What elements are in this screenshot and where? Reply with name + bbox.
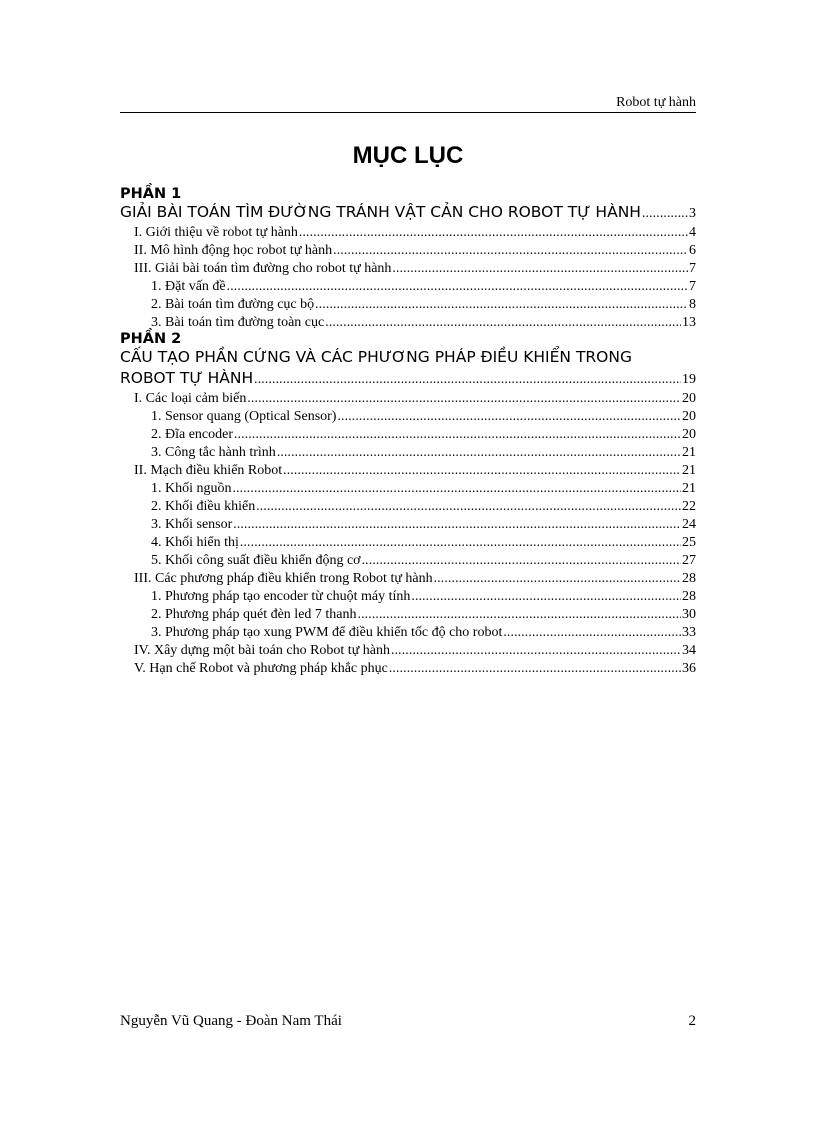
dot-leader <box>391 641 681 659</box>
table-of-contents <box>120 186 696 677</box>
page-number: 28 <box>682 589 696 604</box>
page-number: 19 <box>682 372 696 387</box>
dot-leader <box>254 368 681 389</box>
toc-part-heading[interactable] <box>120 368 696 389</box>
toc-entry-text: III. Giải bài toán tìm đường cho robot tự hành <box>134 261 392 276</box>
page-number: 20 <box>682 391 696 406</box>
dot-leader <box>233 479 682 497</box>
page-number: 8 <box>689 297 696 312</box>
toc-subentry[interactable] <box>120 407 696 425</box>
page-number: 6 <box>689 243 696 258</box>
toc-part-heading[interactable] <box>120 202 696 223</box>
dot-leader <box>277 443 681 461</box>
page-number: 25 <box>682 535 696 550</box>
dot-leader <box>256 497 681 515</box>
toc-entry-text: 3. Khối sensor <box>151 517 233 532</box>
dot-leader <box>233 515 681 533</box>
toc-entry-text: 1. Khối nguồn <box>151 481 232 496</box>
part-title: ROBOT TỰ HÀNH <box>120 369 254 387</box>
part-title: CẤU TẠO PHẦN CỨNG VÀ CÁC PHƯƠNG PHÁP ĐIỀU KHIỂN TRONG <box>120 348 632 366</box>
toc-entry-text: V. Hạn chế Robot và phương pháp khắc phục <box>134 661 388 676</box>
toc-subentry[interactable] <box>120 551 696 569</box>
page-number: 21 <box>682 445 696 460</box>
page-number: 27 <box>682 553 696 568</box>
dot-leader <box>503 623 681 641</box>
toc-subentry[interactable] <box>120 515 696 533</box>
dot-leader <box>333 241 688 259</box>
toc-entry-text: 5. Khối công suất điều khiển động cơ <box>151 553 361 568</box>
dot-leader <box>283 461 681 479</box>
page-number: 20 <box>682 409 696 424</box>
page-number: 20 <box>682 427 696 442</box>
toc-entry-text: 2. Đĩa encoder <box>151 427 234 442</box>
toc-entry-text: I. Giới thiệu về robot tự hành <box>134 225 298 240</box>
toc-entry-text: I. Các loại cảm biến <box>134 391 247 406</box>
toc-entry[interactable] <box>120 659 696 677</box>
dot-leader <box>411 587 681 605</box>
page-number: 24 <box>682 517 696 532</box>
toc-entry[interactable] <box>120 569 696 587</box>
dot-leader <box>337 407 681 425</box>
dot-leader <box>315 295 688 313</box>
dot-leader <box>362 551 681 569</box>
toc-subentry[interactable] <box>120 443 696 461</box>
toc-entry[interactable] <box>120 241 696 259</box>
dot-leader <box>227 277 688 295</box>
toc-subentry[interactable] <box>120 533 696 551</box>
toc-entry-text: 3. Phương pháp tạo xung PWM để điều khiển tốc độ cho robot <box>151 625 503 640</box>
page-number: 30 <box>682 607 696 622</box>
page-number: 28 <box>682 571 696 586</box>
dot-leader <box>389 659 681 677</box>
toc-entry[interactable] <box>120 389 696 407</box>
dot-leader <box>240 533 681 551</box>
toc-entry-text: IV. Xây dựng một bài toán cho Robot tự hành <box>134 643 390 658</box>
toc-entry[interactable] <box>120 641 696 659</box>
toc-subentry[interactable] <box>120 497 696 515</box>
page-number: 22 <box>682 499 696 514</box>
dot-leader <box>325 313 681 331</box>
toc-entry-text: 2. Bài toán tìm đường cục bộ <box>151 297 315 312</box>
part-label: PHẦN 2 <box>120 331 182 347</box>
dot-leader <box>234 425 681 443</box>
page-number: 7 <box>689 261 696 276</box>
toc-entry-text: 4. Khối hiển thị <box>151 535 239 550</box>
dot-leader <box>642 202 688 223</box>
toc-subentry[interactable] <box>120 425 696 443</box>
page-number: 3 <box>689 206 696 221</box>
page-number: 36 <box>682 661 696 676</box>
dot-leader <box>299 223 688 241</box>
toc-subentry[interactable] <box>120 605 696 623</box>
toc-entry-text: 1. Đặt vấn đề <box>151 279 226 294</box>
page-number: 21 <box>682 481 696 496</box>
page-number: 21 <box>682 463 696 478</box>
page-number: 33 <box>682 625 696 640</box>
toc-entry-text: 3. Bài toán tìm đường toàn cục <box>151 315 325 330</box>
toc-entry[interactable] <box>120 461 696 479</box>
toc-entry[interactable] <box>120 223 696 241</box>
page-number: 13 <box>682 315 696 330</box>
toc-entry-text: 3. Công tắc hành trình <box>151 445 276 460</box>
page-number: 4 <box>689 225 696 240</box>
toc-entry-text: 2. Khối điều khiển <box>151 499 256 514</box>
part-title: GIẢI BÀI TOÁN TÌM ĐƯỜNG TRÁNH VẬT CẢN CHO ROBOT TỰ HÀNH <box>120 203 641 221</box>
toc-entry[interactable] <box>120 259 696 277</box>
toc-subentry[interactable] <box>120 479 696 497</box>
toc-entry-text: II. Mạch điều khiển Robot <box>134 463 283 478</box>
toc-subentry[interactable] <box>120 623 696 641</box>
page-number: 34 <box>682 643 696 658</box>
toc-entry-text: 1. Sensor quang (Optical Sensor) <box>151 409 337 424</box>
toc-entry-text: 1. Phương pháp tạo encoder từ chuột máy tính <box>151 589 411 604</box>
part-label: PHẦN 1 <box>120 186 182 202</box>
toc-subentry[interactable] <box>120 313 696 331</box>
header-rule <box>120 112 696 113</box>
footer-page-number: 2 <box>688 1013 696 1029</box>
dot-leader <box>358 605 681 623</box>
toc-subentry[interactable] <box>120 295 696 313</box>
dot-leader <box>392 259 688 277</box>
dot-leader <box>434 569 681 587</box>
page-title: MỤC LỤC <box>352 142 464 169</box>
page-number: 7 <box>689 279 696 294</box>
toc-entry-text: II. Mô hình động học robot tự hành <box>134 243 333 258</box>
toc-entry-text: 2. Phương pháp quét đèn led 7 thanh <box>151 607 357 622</box>
toc-subentry[interactable] <box>120 277 696 295</box>
running-header: Robot tự hành <box>616 95 696 110</box>
toc-subentry[interactable] <box>120 587 696 605</box>
dot-leader <box>247 389 681 407</box>
toc-entry-text: III. Các phương pháp điều khiển trong Robot tự hành <box>134 571 433 586</box>
footer-authors: Nguyễn Vũ Quang - Đoàn Nam Thái <box>120 1013 342 1029</box>
